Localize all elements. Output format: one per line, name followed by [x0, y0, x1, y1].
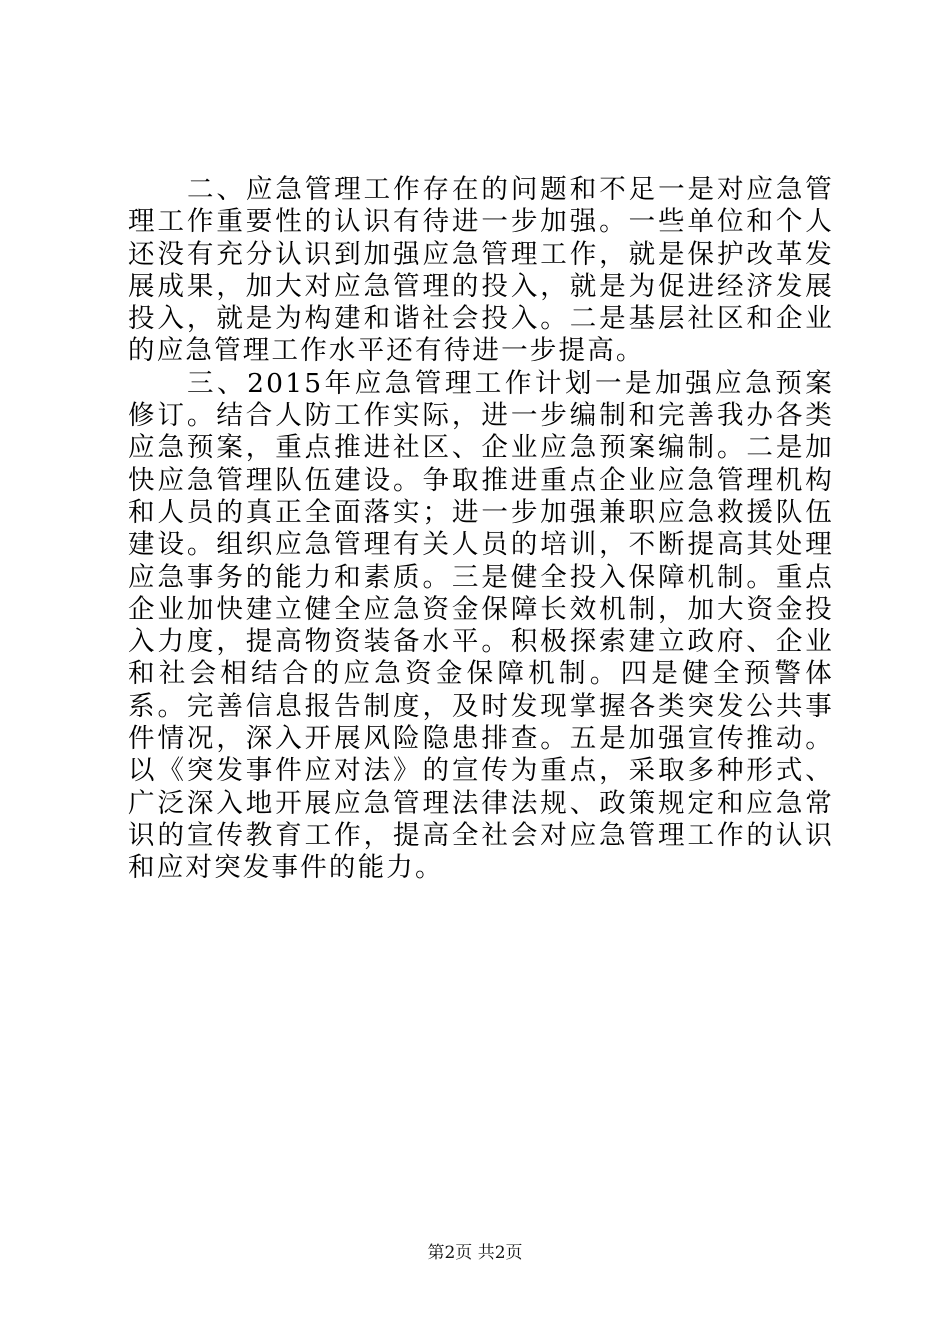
page-footer: 第2页 共2页	[427, 1243, 523, 1263]
document-body	[128, 174, 834, 885]
paragraph-2015-plan: 三、2015年应急管理工作计划一是加强应急预案修订。结合人防工作实际，进一步编制和完善我办各类应急预案，重点推进社区、企业应急预案编制。二是加快应急管理队伍建设。争取推进重点企业应急管理机构和人员的真正全面落实；进一步加强兼职应急救援队伍建设。组织应急管理有关人员的培训，不断提高其处理应急事务的能力和素质。三是健全投入保障机制。重点企业加快建立健全应急资金保障长效机制，加大资金投入力度，提高物资装备水平。积极探索建立政府、企业和社会相结合的应急资金保障机制。四是健全预警体系。完善信息报告制度，及时发现掌握各类突发公共事件情况，深入开展风险隐患排查。五是加强宣传推动。以《突发事件应对法》的宣传为重点，采取多种形式、广泛深入地开展应急管理法律法规、政策规定和应急常识的宣传教育工作，提高全社会对应急管理工作的认识和应对突发事件的能力。	[128, 367, 834, 884]
paragraph-problems: 二、应急管理工作存在的问题和不足一是对应急管理工作重要性的认识有待进一步加强。一些单位和个人还没有充分认识到加强应急管理工作，就是保护改革发展成果，加大对应急管理的投入，就是为促进经济发展投入，就是为构建和谐社会投入。二是基层社区和企业的应急管理工作水平还有待进一步提高。	[128, 174, 834, 367]
